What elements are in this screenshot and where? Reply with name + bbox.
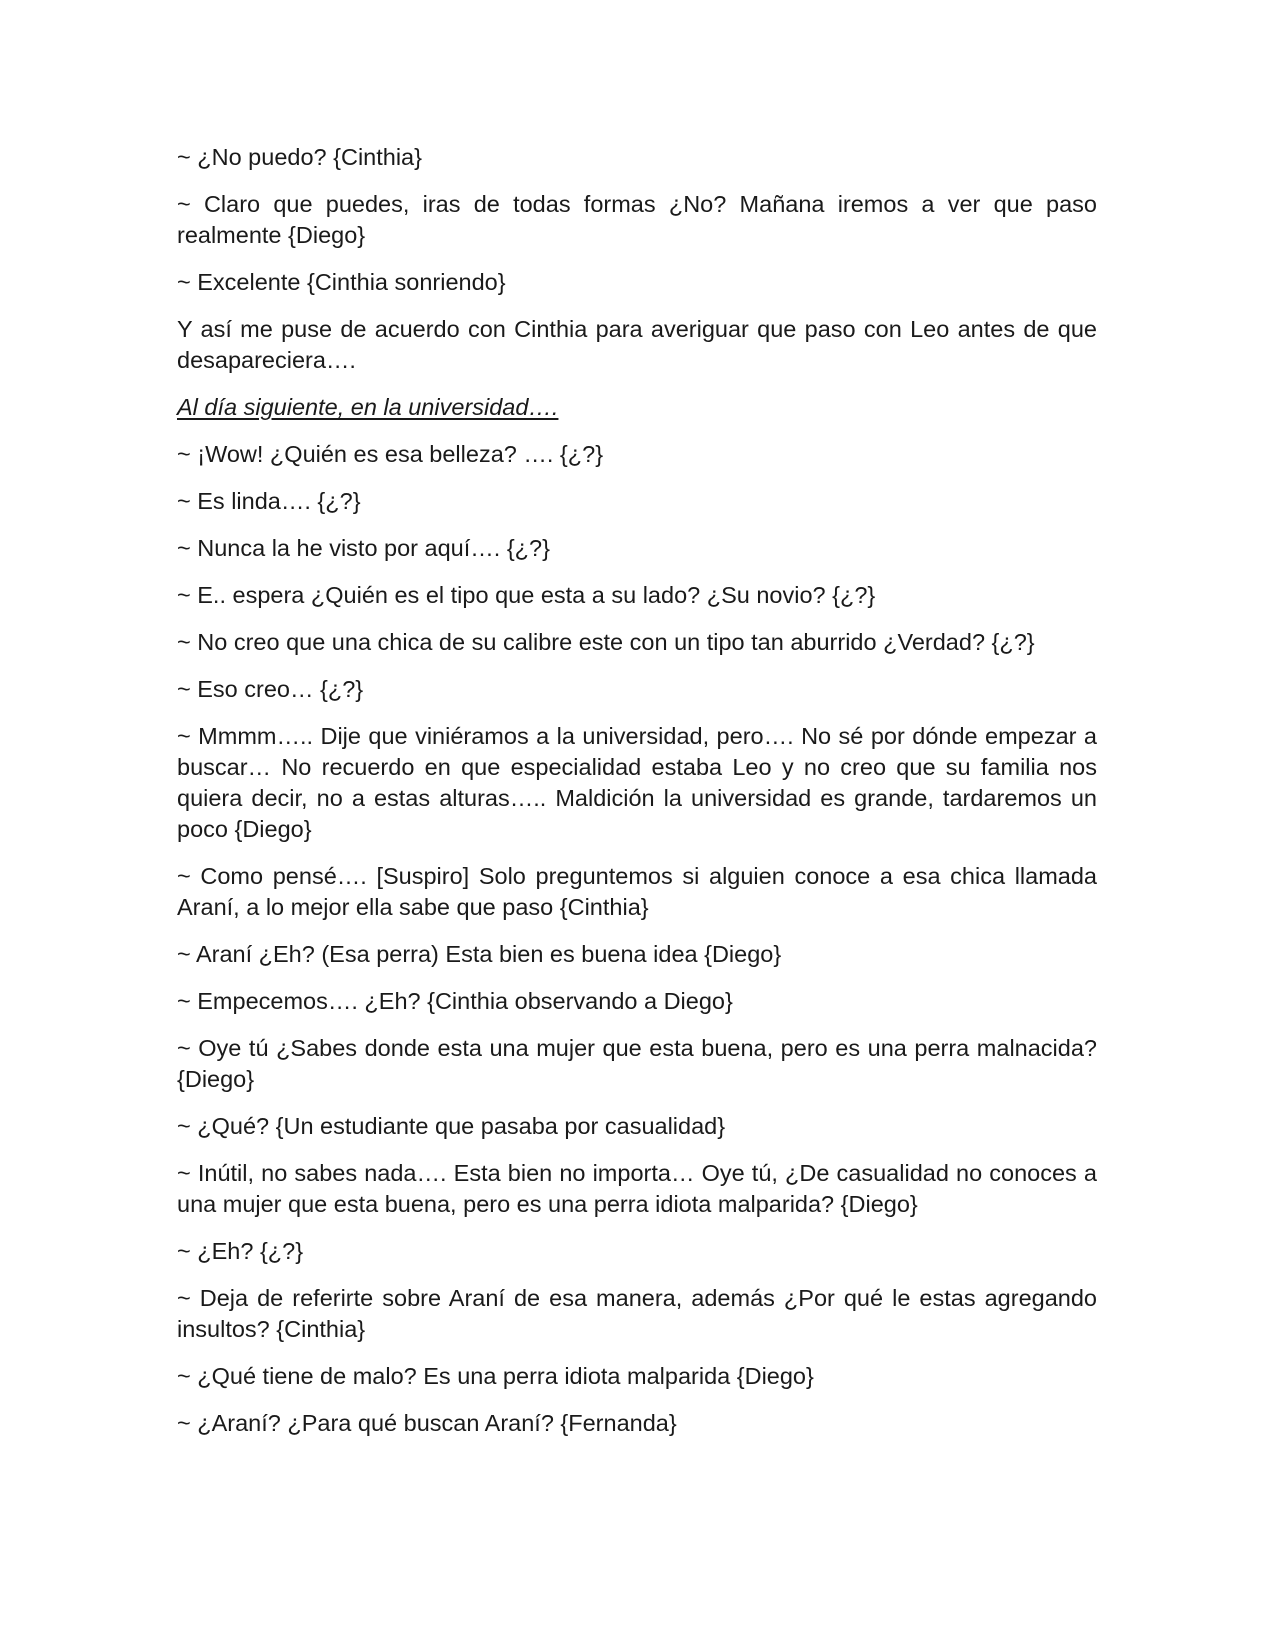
dialogue-line: ~ Empecemos…. ¿Eh? {Cinthia observando a Diego}	[177, 988, 733, 1014]
dialogue-line: ~ Excelente {Cinthia sonriendo}	[177, 269, 506, 295]
dialogue-line: ~ Es linda…. {¿?}	[177, 488, 361, 514]
dialogue-line: ~ Araní ¿Eh? (Esa perra) Esta bien es buena idea {Diego}	[177, 941, 782, 967]
dialogue-line: ~ Como pensé…. [Suspiro] Solo preguntemos si alguien conoce a esa chica llamada Araní, a lo mejor ella sabe que paso {Cinthia}	[177, 863, 1097, 920]
document-page	[177, 142, 1097, 1455]
dialogue-line: ~ ¡Wow! ¿Quién es esa belleza? …. {¿?}	[177, 441, 604, 467]
dialogue-line: ~ ¿No puedo? {Cinthia}	[177, 144, 422, 170]
narration-paragraph: Y así me puse de acuerdo con Cinthia para averiguar que paso con Leo antes de que desapareciera….	[177, 316, 1097, 373]
dialogue-line: ~ Inútil, no sabes nada…. Esta bien no importa… Oye tú, ¿De casualidad no conoces a una mujer que esta buena, pero es una perra idiota malparida? {Diego}	[177, 1160, 1097, 1217]
dialogue-line: ~ ¿Qué tiene de malo? Es una perra idiota malparida {Diego}	[177, 1363, 814, 1389]
dialogue-line: ~ Eso creo… {¿?}	[177, 676, 364, 702]
dialogue-line: ~ Oye tú ¿Sabes donde esta una mujer que esta buena, pero es una perra malnacida? {Diego}	[177, 1035, 1097, 1092]
scene-heading: Al día siguiente, en la universidad….	[177, 394, 559, 420]
dialogue-line: ~ Deja de referirte sobre Araní de esa manera, además ¿Por qué le estas agregando insultos? {Cinthia}	[177, 1285, 1097, 1342]
dialogue-line: ~ Mmmm….. Dije que viniéramos a la universidad, pero…. No sé por dónde empezar a buscar… No recuerdo en que especialidad estaba Leo y no creo que su familia nos quiera decir, no a estas alturas….. Maldición la universidad es grande, tardaremos un poco {Diego}	[177, 723, 1097, 842]
dialogue-line: ~ Claro que puedes, iras de todas formas ¿No? Mañana iremos a ver que paso realmente {Diego}	[177, 191, 1097, 248]
dialogue-line: ~ ¿Qué? {Un estudiante que pasaba por casualidad}	[177, 1113, 726, 1139]
dialogue-line: ~ E.. espera ¿Quién es el tipo que esta a su lado? ¿Su novio? {¿?}	[177, 582, 876, 608]
dialogue-line: ~ ¿Araní? ¿Para qué buscan Araní? {Fernanda}	[177, 1410, 677, 1436]
dialogue-line: ~ Nunca la he visto por aquí…. {¿?}	[177, 535, 550, 561]
dialogue-line: ~ ¿Eh? {¿?}	[177, 1238, 304, 1264]
dialogue-line: ~ No creo que una chica de su calibre este con un tipo tan aburrido ¿Verdad? {¿?}	[177, 629, 1035, 655]
